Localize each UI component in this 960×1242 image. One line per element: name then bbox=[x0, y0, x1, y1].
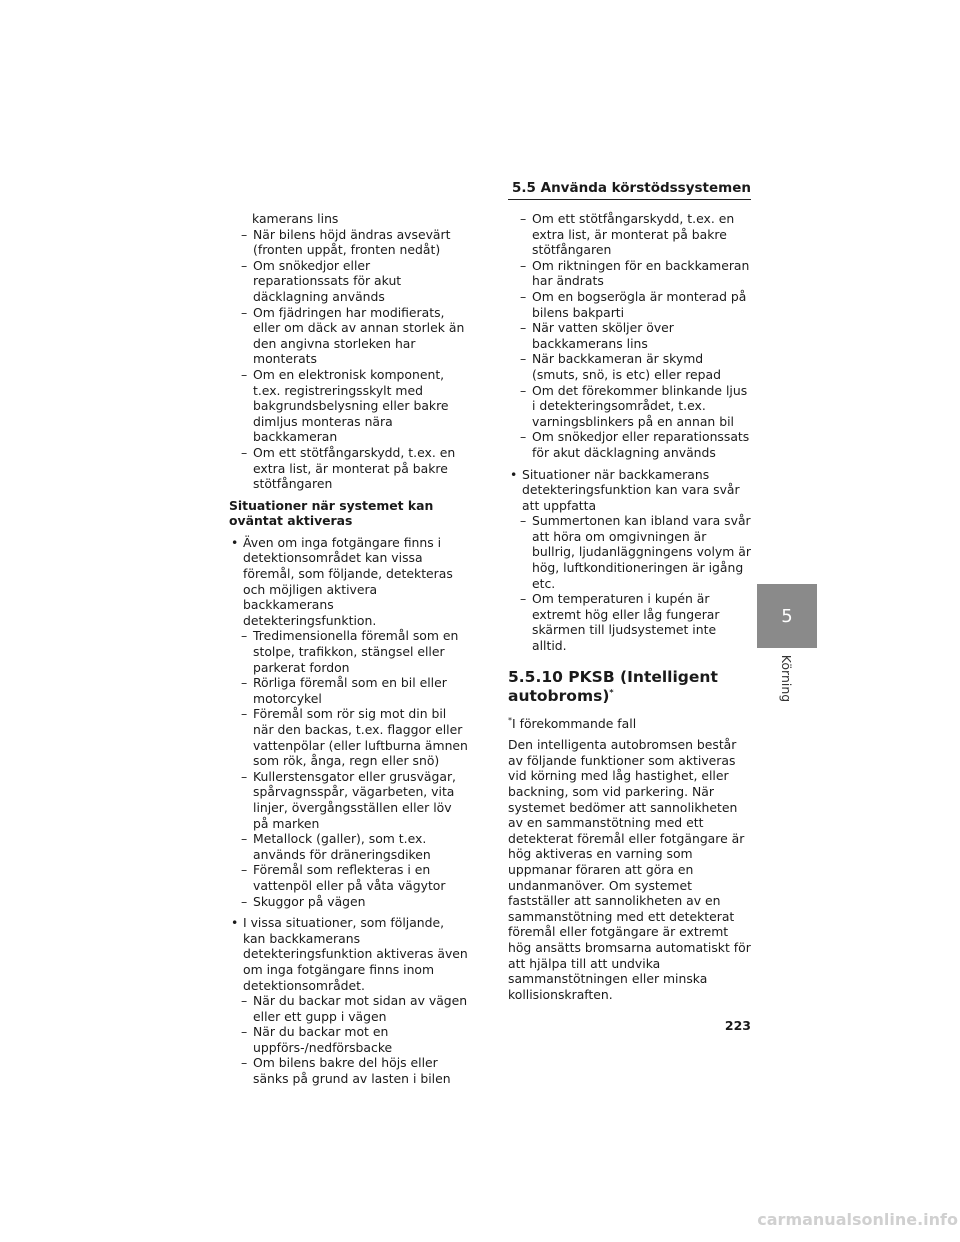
dash-text: Om riktningen för en backkameran har ändrats bbox=[532, 257, 750, 289]
chapter-tab: 5 bbox=[757, 584, 817, 648]
dash-mark: – bbox=[241, 628, 248, 644]
dash-item bbox=[508, 513, 753, 591]
dash-item bbox=[229, 993, 469, 1024]
dash-item bbox=[229, 258, 469, 305]
continued-text: kamerans lins bbox=[252, 211, 339, 226]
bullet-text: Även om inga fotgängare finns i detektionsområdet kan vissa föremål, som följande, detekteras och möjligen aktivera backkamerans detekteringsfunktion. bbox=[243, 534, 453, 628]
bullet-sublist bbox=[508, 513, 753, 653]
section-heading: 5.5.10 PKSB (Intelligent autobroms)* bbox=[508, 667, 718, 705]
left-column bbox=[229, 211, 469, 1087]
dash-text: Tredimensionella föremål som en stolpe, trafikkon, stängsel eller parkerat fordon bbox=[253, 628, 459, 675]
dash-mark: – bbox=[241, 366, 248, 382]
bullet-mark: • bbox=[231, 534, 239, 550]
dash-mark: – bbox=[241, 257, 248, 273]
dash-item bbox=[508, 429, 753, 460]
footnote: *I förekommande fall bbox=[508, 715, 637, 731]
dash-item bbox=[229, 367, 469, 445]
dash-text: Om snökedjor eller reparationssats för akut däcklagning används bbox=[532, 429, 750, 460]
dash-mark: – bbox=[520, 257, 527, 273]
dash-item bbox=[229, 831, 469, 862]
running-header: 5.5 Använda körstödssystemen bbox=[508, 180, 751, 200]
dash-mark: – bbox=[241, 862, 248, 878]
dash-text: Om fjädringen har modifierats, eller om däck av annan storlek än den angivna storleken har monterats bbox=[253, 304, 465, 367]
dash-text: Rörliga föremål som en bil eller motorcykel bbox=[253, 675, 447, 706]
dash-mark: – bbox=[241, 893, 248, 909]
dash-text: Om en elektronisk komponent, t.ex. registreringsskylt med bakgrundsbelysning eller bakre dimljus monteras nära backkameran bbox=[253, 366, 449, 445]
chapter-tab-label: Körning bbox=[779, 654, 795, 702]
dash-text: När backkameran är skymd (smuts, snö, is etc) eller repad bbox=[532, 351, 722, 382]
dash-item bbox=[229, 862, 469, 893]
dash-mark: – bbox=[241, 1024, 248, 1040]
bullet-mark: • bbox=[231, 915, 239, 931]
dash-item bbox=[229, 894, 469, 910]
dash-text: Skuggor på vägen bbox=[253, 893, 366, 909]
footnote-mark: * bbox=[508, 715, 512, 725]
dash-mark: – bbox=[520, 429, 527, 445]
dash-item bbox=[508, 351, 753, 382]
left-top-list bbox=[229, 211, 469, 492]
dash-mark: – bbox=[241, 768, 248, 784]
dash-text: Om ett stötfångarskydd, t.ex. en extra list, är monterat på bakre stötfångaren bbox=[532, 211, 735, 258]
dash-item bbox=[229, 706, 469, 768]
dash-item bbox=[229, 445, 469, 492]
dash-mark: – bbox=[241, 226, 248, 242]
dash-mark: – bbox=[241, 1055, 248, 1071]
bullet-text: I vissa situationer, som följande, kan backkamerans detekteringsfunktion aktiveras även om inga fotgängare finns inom detektionsområdet. bbox=[243, 915, 468, 993]
right-dash-list bbox=[508, 211, 753, 461]
dash-text: När du backar mot en uppförs-/nedförsbacke bbox=[253, 1024, 393, 1055]
bullet-sublist bbox=[229, 993, 469, 1087]
dash-text: Om det förekommer blinkande ljus i detekteringsområdet, t.ex. varningsblinkers på en annan bil bbox=[532, 382, 748, 429]
dash-item bbox=[229, 1055, 469, 1086]
bullet-mark: • bbox=[510, 466, 518, 482]
dash-mark: – bbox=[241, 993, 248, 1009]
dash-text: Om temperaturen i kupén är extremt hög eller låg fungerar skärmen till ljudsystemet inte alltid. bbox=[532, 591, 720, 654]
dash-text: Föremål som reflekteras i en vattenpöl eller på våta vägytor bbox=[253, 862, 446, 893]
dash-mark: – bbox=[520, 382, 527, 398]
dash-mark: – bbox=[520, 211, 527, 226]
dash-text: Metallock (galler), som t.ex. används för dräneringsdiken bbox=[253, 831, 431, 862]
dash-text: När du backar mot sidan av vägen eller ett gupp i vägen bbox=[253, 993, 468, 1024]
watermark: carmanualsonline.info bbox=[757, 1210, 958, 1229]
dash-item bbox=[229, 628, 469, 675]
dash-text: Om snökedjor eller reparationssats för akut däcklagning används bbox=[253, 257, 402, 304]
dash-item bbox=[508, 211, 753, 258]
subheading: Situationer när systemet kan oväntat aktiveras bbox=[229, 497, 434, 529]
page-number: 223 bbox=[724, 1018, 751, 1033]
dash-text: Föremål som rör sig mot din bil när den backas, t.ex. flaggor eller vattenpölar (eller luftburna ämnen som rök, ånga, regn eller snö) bbox=[253, 706, 468, 769]
dash-text: När bilens höjd ändras avsevärt (fronten uppåt, fronten nedåt) bbox=[253, 226, 451, 258]
dash-mark: – bbox=[520, 320, 527, 336]
dash-mark: – bbox=[520, 513, 527, 529]
bullet-item bbox=[229, 535, 469, 629]
dash-mark: – bbox=[520, 351, 527, 367]
dash-item bbox=[508, 289, 753, 320]
dash-mark: – bbox=[241, 304, 248, 320]
dash-text: När vatten sköljer över backkamerans lins bbox=[532, 320, 674, 351]
dash-item bbox=[229, 675, 469, 706]
dash-item bbox=[508, 591, 753, 653]
dash-item bbox=[508, 258, 753, 289]
dash-mark: – bbox=[241, 675, 248, 691]
dash-text: Summertonen kan ibland vara svår att höra om omgivningen är bullrig, ljudanläggningens volym är hög, luftkonditioneringen är igång etc. bbox=[532, 513, 751, 591]
dash-item bbox=[229, 305, 469, 367]
dash-mark: – bbox=[241, 706, 248, 722]
bullet-sublist bbox=[229, 628, 469, 909]
dash-item bbox=[508, 320, 753, 351]
dash-mark: – bbox=[520, 591, 527, 607]
dash-text: Kullerstensgator eller grusvägar, spårvagnsspår, vägarbeten, vita linjer, övergångsställen eller löv på marken bbox=[253, 768, 456, 831]
dash-mark: – bbox=[520, 288, 527, 304]
body-paragraph: Den intelligenta autobromsen består av följande funktioner som aktiveras vid körning med låg hastighet, eller backning, som vid parkering. När systemet bedömer att sannolikheten av en sammanstötning med ett detekterat föremål eller fotgängare är hög aktiveras en varning som uppmanar föraren att göra en undanmanöver. Om systemet fastställer att sannolikheten av en sammanstötning med ett detekterat föremål eller fotgängare är extremt hög ansätts bromsarna automatiskt för att hjälpa till att undvika sammanstötningen eller minska kollisionskraften. bbox=[508, 737, 751, 1002]
dash-item bbox=[508, 383, 753, 430]
bullet-text: Situationer när backkamerans detekteringsfunktion kan vara svår att uppfatta bbox=[522, 466, 740, 513]
section-footnote-mark: * bbox=[609, 687, 614, 697]
right-column bbox=[508, 211, 753, 1008]
dash-text: Om ett stötfångarskydd, t.ex. en extra list, är monterat på bakre stötfångaren bbox=[253, 444, 456, 492]
dash-mark: – bbox=[241, 444, 248, 460]
dash-mark: – bbox=[241, 831, 248, 847]
bullet-item bbox=[229, 915, 469, 993]
bullet-item bbox=[508, 467, 753, 514]
dash-text: Om en bogserögla är monterad på bilens bakparti bbox=[532, 288, 747, 320]
dash-item bbox=[229, 769, 469, 831]
dash-text: Om bilens bakre del höjs eller sänks på grund av lasten i bilen bbox=[253, 1055, 451, 1087]
dash-item bbox=[229, 1024, 469, 1055]
dash-item bbox=[229, 227, 469, 258]
